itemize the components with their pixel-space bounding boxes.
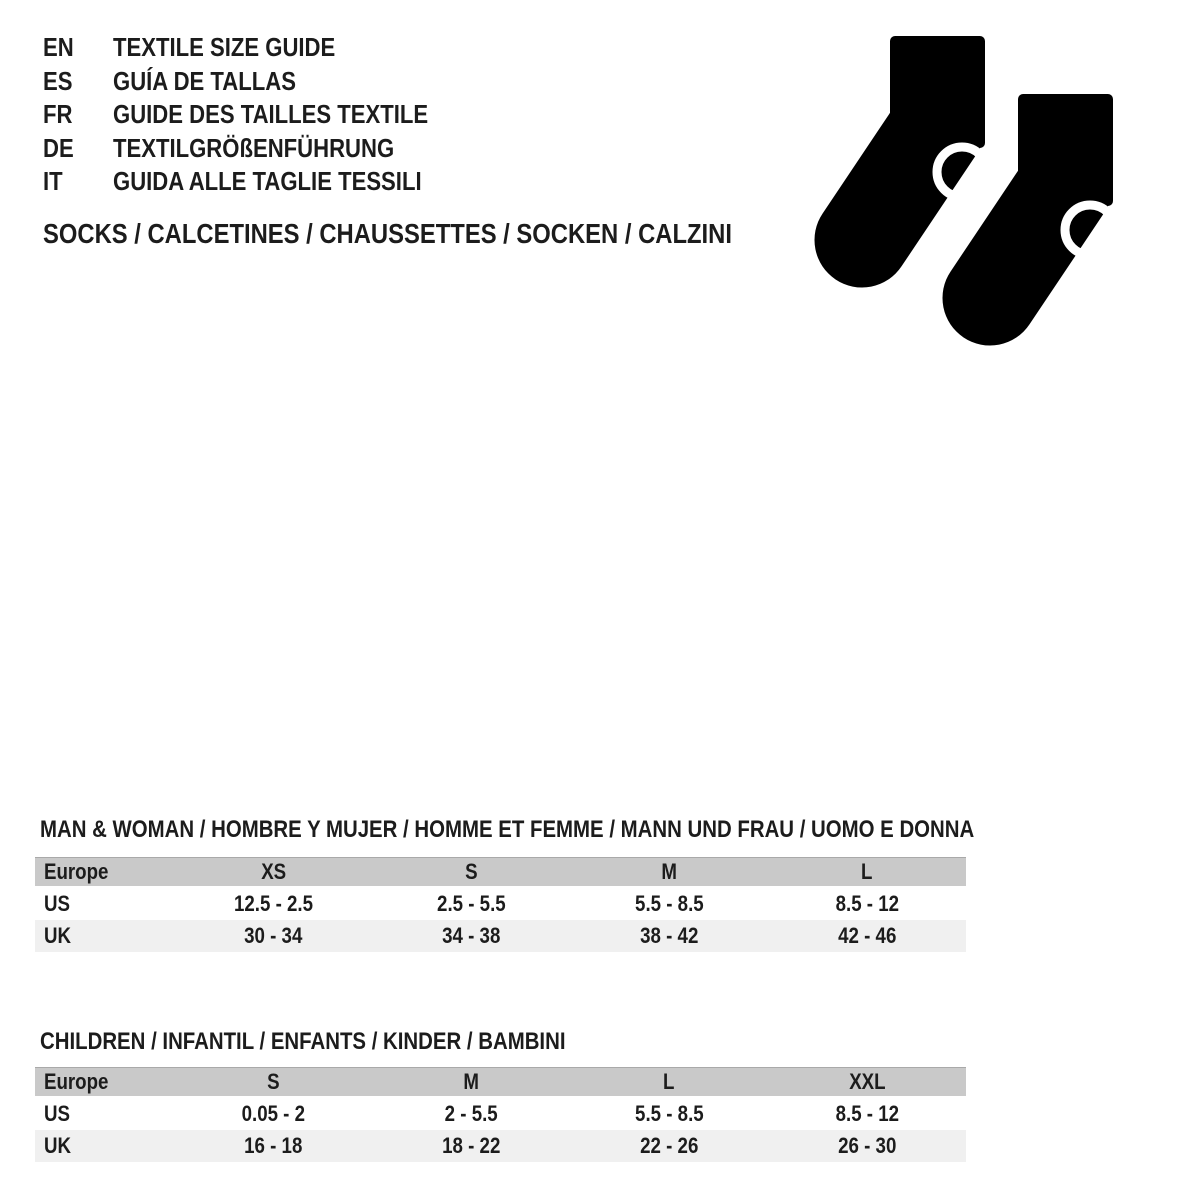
table-cell: 38 - 42 bbox=[640, 922, 699, 948]
table-cell: 18 - 22 bbox=[442, 1132, 501, 1158]
table-row-us bbox=[35, 888, 966, 920]
table-cell: 30 - 34 bbox=[244, 922, 303, 948]
column-header-size: L bbox=[768, 858, 966, 888]
section-title-children: CHILDREN / INFANTIL / ENFANTS / KINDER / BAMBINI bbox=[40, 1028, 566, 1055]
table-row-uk bbox=[35, 1130, 966, 1162]
table-cell: 2 - 5.5 bbox=[444, 1101, 498, 1127]
column-header-size: S bbox=[372, 858, 570, 888]
language-title: TEXTILGRÖßENFÜHRUNG bbox=[113, 132, 395, 163]
table-header-row bbox=[35, 858, 966, 888]
row-label: US bbox=[44, 891, 70, 917]
language-row bbox=[43, 98, 484, 132]
language-title: GUIDE DES TAILLES TEXTILE bbox=[113, 99, 429, 129]
column-header-size: S bbox=[175, 1068, 373, 1098]
language-code: DE bbox=[43, 132, 74, 163]
language-code: EN bbox=[43, 32, 74, 62]
table-cell: 16 - 18 bbox=[244, 1132, 303, 1158]
row-label: UK bbox=[44, 1132, 72, 1158]
table-cell: 8.5 - 12 bbox=[835, 1101, 899, 1127]
table-cell: 34 - 38 bbox=[442, 922, 501, 948]
socks-icon bbox=[800, 25, 1140, 355]
language-row bbox=[43, 65, 484, 99]
sock-left bbox=[862, 36, 987, 240]
table-cell: 12.5 - 2.5 bbox=[234, 891, 314, 917]
language-title: GUIDA ALLE TAGLIE TESSILI bbox=[113, 166, 422, 196]
table-cell: 2.5 - 5.5 bbox=[437, 891, 506, 917]
column-header-size: XS bbox=[175, 858, 373, 888]
column-header-size: M bbox=[570, 858, 768, 888]
language-row bbox=[43, 165, 484, 199]
column-header-size: XXL bbox=[768, 1068, 966, 1098]
size-table-children bbox=[35, 1067, 966, 1162]
table-cell: 5.5 - 8.5 bbox=[634, 1101, 704, 1127]
socks-icon-svg bbox=[800, 25, 1140, 355]
column-header-region: Europe bbox=[35, 858, 175, 888]
table-cell: 26 - 30 bbox=[837, 1132, 897, 1158]
sock-right bbox=[990, 94, 1115, 298]
table-cell: 42 - 46 bbox=[837, 922, 897, 948]
table-cell: 22 - 26 bbox=[640, 1132, 699, 1158]
table-cell: 0.05 - 2 bbox=[241, 1101, 306, 1127]
language-code: IT bbox=[43, 166, 63, 196]
language-code: ES bbox=[43, 65, 73, 96]
table-row-uk bbox=[35, 920, 966, 952]
size-table-man-woman bbox=[35, 857, 966, 952]
language-title: GUÍA DE TALLAS bbox=[113, 65, 296, 96]
language-title: TEXTILE SIZE GUIDE bbox=[113, 32, 336, 62]
table-cell: 8.5 - 12 bbox=[835, 891, 899, 917]
table-header-row bbox=[35, 1068, 966, 1098]
column-header-size: L bbox=[570, 1068, 768, 1098]
row-label: UK bbox=[44, 922, 72, 948]
column-header-size: M bbox=[372, 1068, 570, 1098]
row-label: US bbox=[44, 1101, 70, 1127]
table-row-us bbox=[35, 1098, 966, 1130]
section-title-man-woman: MAN & WOMAN / HOMBRE Y MUJER / HOMME ET FEMME / MANN UND FRAU / UOMO E DONNA bbox=[40, 816, 975, 843]
language-row bbox=[43, 31, 484, 65]
language-list bbox=[43, 31, 484, 199]
table-cell: 5.5 - 8.5 bbox=[634, 891, 704, 917]
product-category-line: SOCKS / CALCETINES / CHAUSSETTES / SOCKEN / CALZINI bbox=[43, 218, 732, 249]
language-row bbox=[43, 132, 484, 166]
column-header-region: Europe bbox=[35, 1068, 175, 1098]
language-code: FR bbox=[43, 99, 73, 129]
